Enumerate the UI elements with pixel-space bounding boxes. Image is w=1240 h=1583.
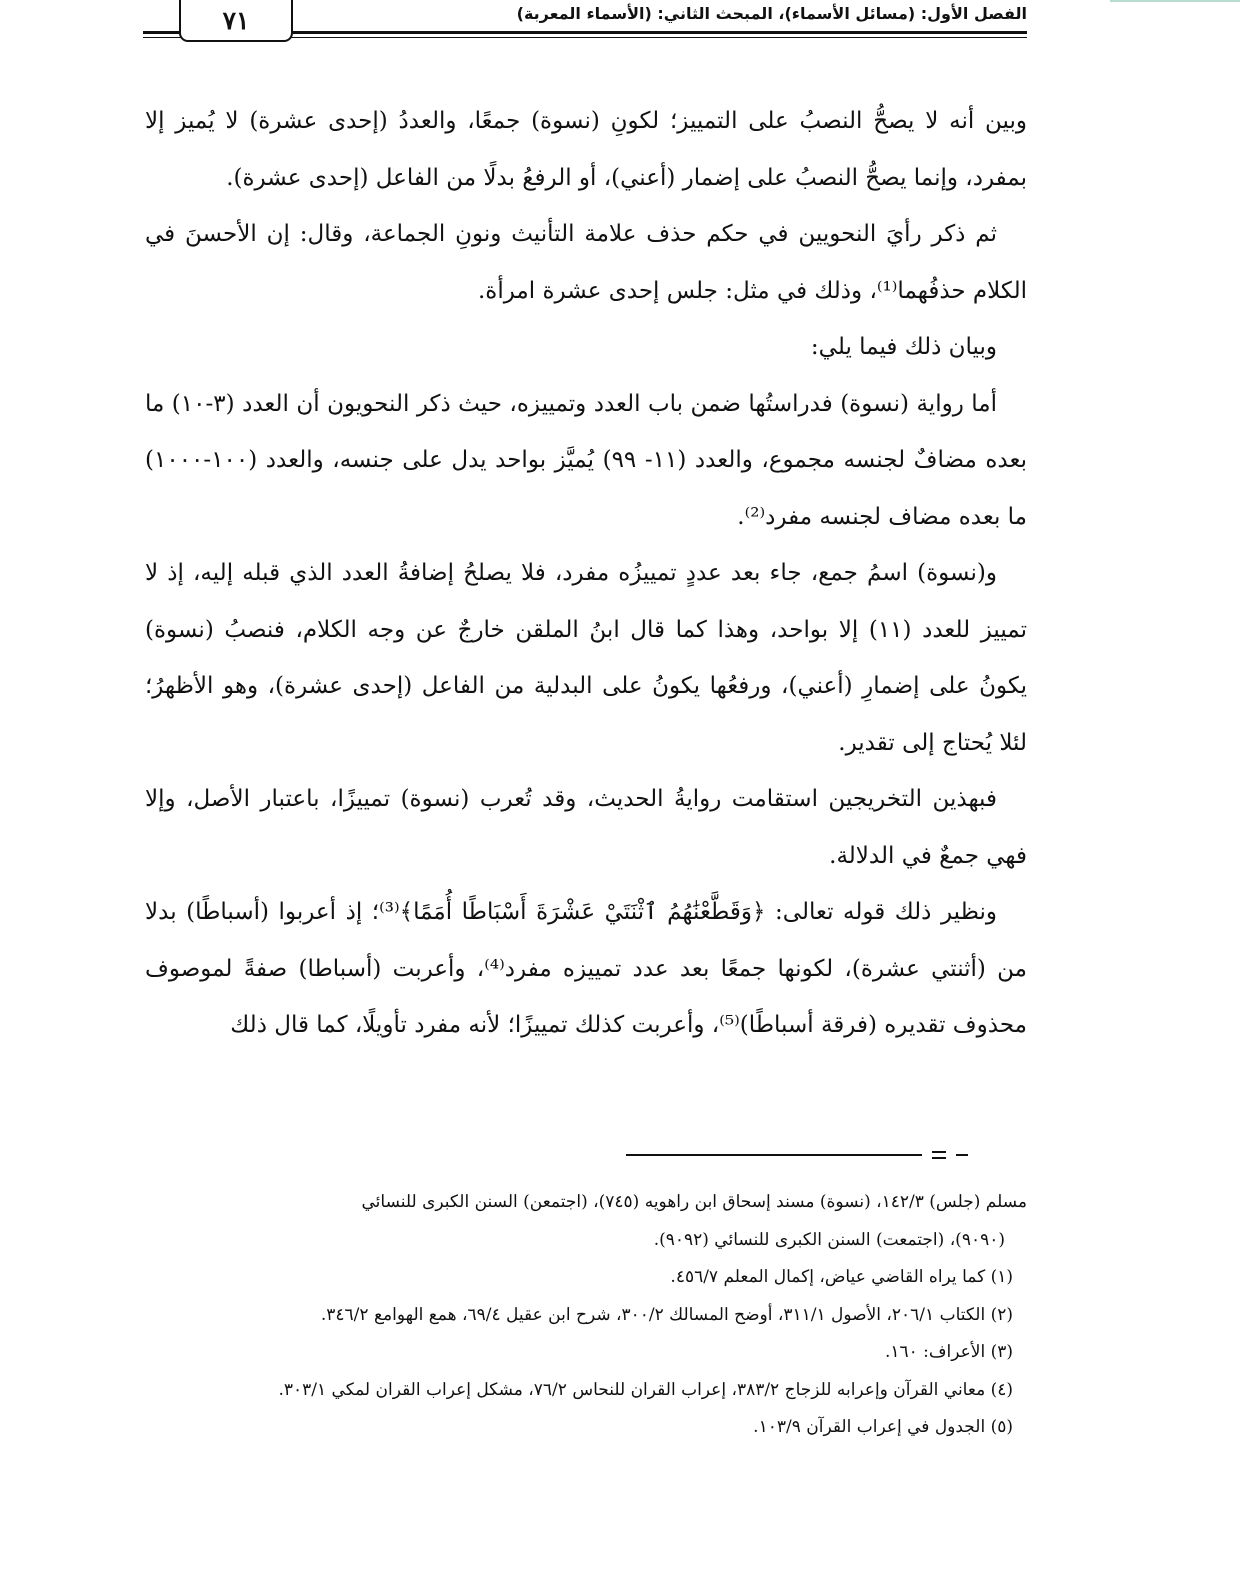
paragraph: وبيان ذلك فيما يلي: bbox=[810, 334, 997, 360]
paragraph: و(نسوة) اسمُ جمع، جاء بعد عددٍ تمييزُه مفرد، فلا يصلحُ إضافةُ العدد الذي قبله إليه، إذ لا تمييز للعدد (١١) إلا بواحد، وهذا كما قال ابنُ الملقن خارجٌ عن وجه الكلام، فنصبُ (نسوة) يكونُ على إضمارِ (أعني)، ورفعُها يكونُ على البدلية من الفاعل (إحدى عشرة)، وهو الأظهرُ؛ لئلا يُحتاج إلى تقدير. bbox=[145, 560, 1027, 756]
paragraph: ونظير ذلك قوله تعالى: ﴿وَقَطَّعْنَٰهُمُ ٱثْنَتَيْ عَشْرَةَ أَسْبَاطًا أُمَمًا﴾⁽³⁾؛ إذ أعربوا (أسباطًا) بدلا من (أثنتي عشرة)، لكونها جمعًا بعد عدد تمييزه مفرد⁽⁴⁾، وأعربت (أسباطا) صفةً لموصوف محذوف تقديره (فرقة أسباطًا)⁽⁵⁾، وأعربت كذلك تمييزًا؛ لأنه مفرد تأويلًا، كما قال ذلك bbox=[145, 899, 1027, 1038]
page-header bbox=[143, 0, 1027, 46]
footnote-item: (٢) الكتاب ٢٠٦/١، الأصول ٣١١/١، أوضح المسالك ٣٠٠/٢، شرح ابن عقيل ٦٩/٤، همع الهوامع ٣٤٦/٢. bbox=[320, 1304, 1013, 1325]
footnote-continued: مسلم (جلس) ١٤٢/٣، (نسوة) مسند إسحاق ابن راهويه (٧٤٥)، (اجتمعن) السنن الكبرى للنسائي bbox=[361, 1192, 1027, 1212]
footnote-item: (١) كما يراه القاضي عياض، إكمال المعلم ٤٥٦/٧. bbox=[670, 1267, 1013, 1287]
footnotes bbox=[145, 1184, 1027, 1447]
paragraph: وبين أنه لا يصحُّ النصبُ على التمييز؛ لكونِ (نسوة) جمعًا، والعددُ (إحدى عشرة) لا يُميز إلا بمفرد، وإنما يصحُّ النصبُ على إضمار (أعني)، أو الرفعُ بدلًا من الفاعل (إحدى عشرة). bbox=[145, 108, 1027, 191]
running-title: الفصل الأول: (مسائل الأسماء)، المبحث الثاني: (الأسماء المعربة) bbox=[516, 4, 1027, 23]
footnote-separator bbox=[626, 1149, 976, 1161]
footnote-item: (٥) الجدول في إعراب القرآن ١٠٣/٩. bbox=[753, 1417, 1013, 1437]
footnote-continued: (٩٠٩٠)، (اجتمعت) السنن الكبرى للنسائي (٩٠٩٢). bbox=[653, 1229, 1005, 1250]
footnote-item: (٣) الأعراف: ١٦٠. bbox=[884, 1342, 1013, 1362]
main-text bbox=[145, 93, 1027, 1054]
corner-decoration bbox=[1110, 0, 1240, 7]
footnote-item: (٤) معاني القرآن وإعرابه للزجاج ٣٨٣/٢، إعراب القران للنحاس ٧٦/٢، مشكل إعراب القران لمكي ٣٠٣/١. bbox=[278, 1379, 1013, 1400]
page-number: ٧١ bbox=[179, 0, 293, 42]
paragraph: ثم ذكر رأيَ النحويين في حكم حذف علامة التأنيث ونونِ الجماعة، وقال: إن الأحسنَ في الكلام حذفُهما⁽¹⁾، وذلك في مثل: جلس إحدى عشرة امرأة. bbox=[145, 221, 1027, 304]
paragraph: أما رواية (نسوة) فدراستُها ضمن باب العدد وتمييزه، حيث ذكر النحويون أن العدد (٣-١٠) ما بعده مضافٌ لجنسه مجموع، والعدد (١١- ٩٩) يُميَّز بواحد يدل على جنسه، والعدد (١٠٠-١٠٠٠) ما بعده مضاف لجنسه مفرد⁽²⁾. bbox=[145, 390, 1027, 530]
paragraph: فبهذين التخريجين استقامت روايةُ الحديث، وقد تُعرب (نسوة) تمييزًا، باعتبار الأصل، وإلا فهي جمعٌ في الدلالة. bbox=[145, 786, 1027, 869]
